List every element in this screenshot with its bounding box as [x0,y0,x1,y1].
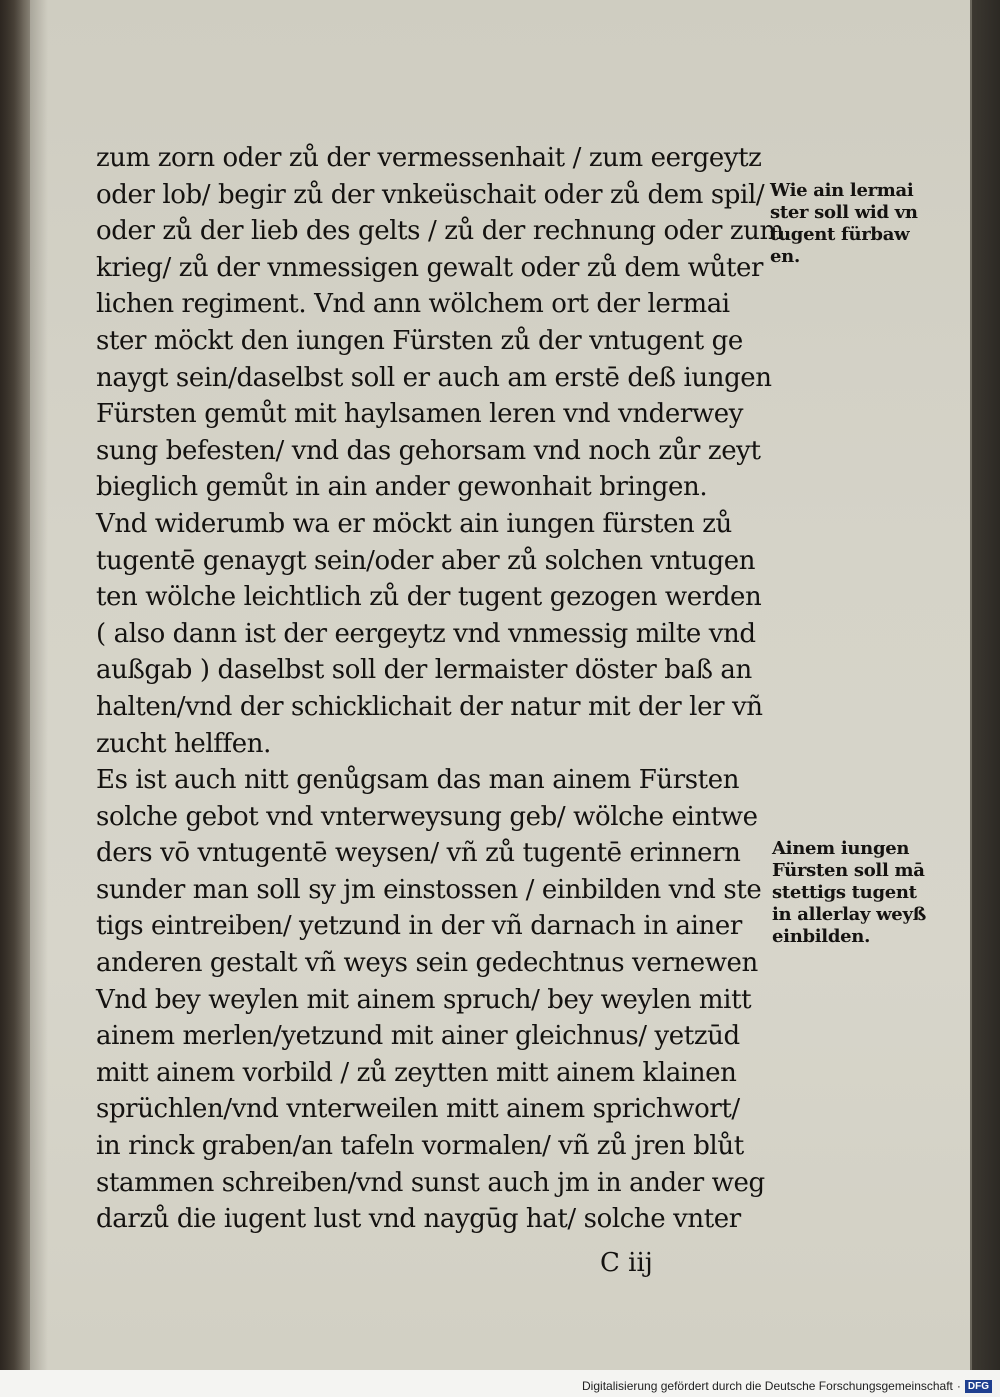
footer-separator: · [956,1379,961,1393]
text-line: lichen regiment. Vnd ann wölchem ort der lermai [96,289,730,320]
text-line: darzů die iugent lust vnd naygūg hat/ solche vnter [96,1204,741,1235]
margin-note-iungen-fuersten [772,838,926,948]
text-line: solche gebot vnd vnterweysung geb/ wölche eintwe [96,801,758,832]
margin-note-line: tugent fürbaw [770,224,910,245]
margin-note-line: einbilden. [772,926,871,947]
main-text-block [96,140,784,1238]
text-line: bieglich gemůt in ain ander gewonhait bringen. [96,472,708,503]
text-line: sunder man soll sy jm einstossen / einbilden vnd ste [96,874,762,905]
text-line: ster möckt den iungen Fürsten zů der vntugent ge [96,325,743,356]
dfg-logo: DFG [965,1380,992,1393]
text-line: anderen gestalt vñ weys sein gedechtnus vernewen [96,948,758,979]
text-line: stammen schreiben/vnd sunst auch jm in ander weg [96,1167,765,1198]
signature-mark: C iij [600,1248,653,1278]
text-line: ten wölche leichtlich zů der tugent gezogen werden [96,582,762,613]
text-line: halten/vnd der schicklichait der natur mit der ler vñ [96,691,763,722]
text-line: mitt ainem vorbild / zů zeytten mitt ainem klainen [96,1057,737,1088]
text-line: oder zů der lieb des gelts / zů der rechnung oder zum [96,216,784,247]
text-line: Vnd bey weylen mit ainem spruch/ bey weylen mitt [96,984,752,1015]
digitization-footer [582,1379,992,1393]
page-gutter-shadow [0,0,48,1370]
text-line: ders vō vntugentē weysen/ vñ zů tugentē erinnern [96,838,741,869]
text-line: sung befesten/ vnd das gehorsam vnd noch zůr zeyt [96,435,761,466]
margin-note-line: in allerlay weyß [772,904,926,925]
text-line: tigs eintreiben/ yetzund in der vñ darnach in ainer [96,911,742,942]
text-line: ainem merlen/yetzund mit ainer gleichnus/ yetzūd [96,1021,740,1052]
text-line: krieg/ zů der vnmessigen gewalt oder zů dem wůter [96,252,764,283]
text-line: außgab ) daselbst soll der lermaister döster baß an [96,655,752,686]
margin-note-line: stettigs tugent [772,882,917,903]
text-line: in rinck graben/an tafeln vormalen/ vñ zů jren blůt [96,1131,744,1162]
text-line: sprüchlen/vnd vnterweilen mitt ainem sprichwort/ [96,1094,740,1125]
text-line: tugentē genaygt sein/oder aber zů solchen vntugen [96,545,756,576]
text-line: ( also dann ist der eergeytz vnd vnmessig milte vnd [96,618,756,649]
margin-note-line: Fürsten soll mā [772,860,925,881]
text-line: zum zorn oder zů der vermessenhait / zum eergeytz [96,143,762,173]
margin-note-line: ster soll wid vn [770,202,918,223]
text-line: naygt sein/daselbst soll er auch am erstē deß iungen [96,362,772,393]
text-line: Vnd widerumb wa er möckt ain iungen fürsten zů [96,508,732,539]
text-line: zucht helffen. [96,728,271,759]
margin-note-lermaister [770,180,918,268]
margin-note-line: Ainem iungen [772,838,910,859]
margin-note-line: en. [770,246,800,267]
margin-note-line: Wie ain lermai [770,180,914,201]
footer-text: Digitalisierung gefördert durch die Deutsche Forschungsgemeinschaft [582,1379,953,1393]
text-line: Fürsten gemůt mit haylsamen leren vnd vnderwey [96,399,744,430]
text-line: oder lob/ begir zů der vnkeüschait oder zů dem spil/ [96,179,765,210]
text-line: Es ist auch nitt genůgsam das man ainem Fürsten [96,765,740,796]
